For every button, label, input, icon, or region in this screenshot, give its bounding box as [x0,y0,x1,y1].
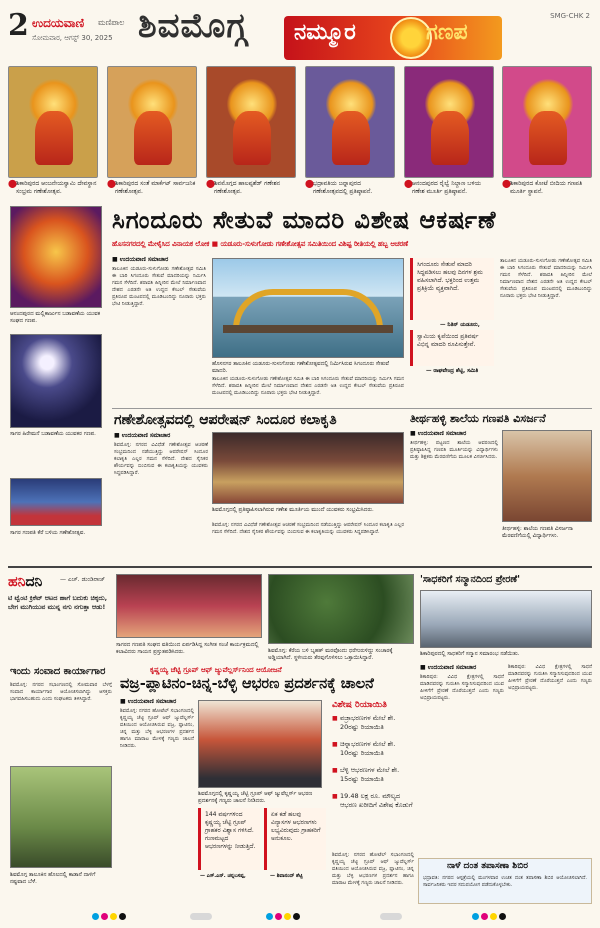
left-ganesha-photo [10,206,102,308]
discount-item: ■ ಚಿನ್ನಾಭರಣಗಳ ಮೇಲೆ ಶೇ. 10ರಷ್ಟು ರಿಯಾಯಿತಿ [332,740,414,758]
music-program-photo [116,574,262,638]
felicitation-byline: ■ ಉದಯವಾಣಿ ಸಮಾಚಾರ [420,664,477,671]
workshop-body: ಶಿವಮೊಗ್ಗ: ನಗರದ ಸಭಾಂಗಣದಲ್ಲಿ ಸೋಮವಾರ ಬೆಳಗ್ಗೆ ಸಂವಾದ ಕಾರ್ಯಾಗಾರ ಆಯೋಜಿಸಲಾಗಿದ್ದು ಆಸಕ್ತರು ಭಾಗವಹಿಸಬಹುದು ಎಂದು ಸಂಘಟಕರು ತಿಳಿಸಿದ್ದಾರೆ. [10,682,112,702]
yellow-dot [284,913,291,920]
workshop-headline: ಇಂದು ಸಂವಾದ ಕಾರ್ಯಾಗಾರ [10,666,106,677]
thirthahalli-headline: ತೀರ್ಥಹಳ್ಳಿ ಶಾಲೆಯ ಗಣಪತಿ ವಿಸರ್ಜನೆ [410,412,546,425]
idol-photo [502,66,592,202]
black-dot [293,913,300,920]
quote-text: ಸಿಗಂದೂರು ಸೇತುವೆ ಮಾದರಿ ಸಿದ್ಧಪಡಿಸಲು ಹಲವು ದಿನಗಳ ಶ್ರಮ ವಹಿಸಲಾಗಿದೆ. ಭಕ್ತರಿಂದ ಉತ್ತಮ ಪ್ರತಿಕ್ರಿಯೆ ವ್ಯಕ್ತವಾಗಿದೆ. [417,261,483,292]
jewel-headline: ವಜ್ರ-ಪ್ಲಾಟಿನಂ-ಚಿನ್ನ-ಬೆಳ್ಳಿ ಆಭರಣ ಪ್ರದರ್ಶನಕ್ಕೆ ಚಾಲನೆ [120,676,374,692]
yellow-dot [110,913,117,920]
cyan-dot [266,913,273,920]
banner-right-text: ಗಣಪ [426,20,468,45]
fallen-tree-photo [268,574,414,644]
location-pin-icon: ⬤ [404,179,413,188]
thirthahalli-body: ತೀರ್ಥಹಳ್ಳಿ: ಪಟ್ಟಣದ ಶಾಲೆಯ ಆವರಣದಲ್ಲಿ ಪ್ರತಿಷ್ಠಾಪಿಸಿದ್ದ ಗಣಪತಿ ಮೂರ್ತಿಯನ್ನು ವಿದ್ಯಾರ್ಥಿಗಳು ಮತ್ತು ಶಿಕ್ಷಕರು ಮೆರವಣಿಗೆಯ ಮೂಲಕ ವಿಸರ್ಜಿಸಿದರು. [410,440,498,460]
yellow-dot [490,913,497,920]
honey-dani-title: ಹನಿದನಿ [8,574,43,590]
thirthahalli-byline: ■ ಉದಯವಾಣಿ ಸಮಾಚಾರ [410,430,467,437]
left-photo-caption: ಆನಂದಪುರದ ಮಲ್ಲಿಕಾರ್ಜುನ ಬಡಾವಣೆಯ ಯುವಕ ಸಂಘದ ಗಣಪ. [10,311,101,324]
idol-photo [8,66,98,202]
sigandur-bridge-photo [212,258,404,358]
felicitation-body-col2: ಶಿಕಾರಿಪುರ: ವಿವಿಧ ಕ್ಷೇತ್ರಗಳಲ್ಲಿ ಸಾಧನೆ ಮಾಡಿದವರನ್ನು ಗುರುತಿಸಿ ಸನ್ಮಾನಿಸುವುದರಿಂದ ಯುವ ಪೀಳಿಗೆಗೆ ಪ್ರೇರಣೆ ದೊರೆಯುತ್ತದೆ ಎಂದು ಗಣ್ಯರು ಅಭಿಪ್ರಾಯಪಟ್ಟರು. [508,664,592,691]
discount-item: ■ ವಜ್ರಾಭರಣಗಳ ಮೇಲೆ ಶೇ. 20ರಷ್ಟು ರಿಯಾಯಿತಿ [332,714,414,732]
lead-quote-2 [410,330,494,366]
dental-camp-body: ಭದ್ರಾವತಿ: ನಗರದ ಆಸ್ಪತ್ರೆಯಲ್ಲಿ ಮಂಗಳವಾರ ಉಚಿತ ದಂತ ತಪಾಸಣಾ ಶಿಬಿರ ಆಯೋಜಿಸಲಾಗಿದೆ. ಸಾರ್ವಜನಿಕರು ಇದರ ಸದುಪಯೋಗ ಪಡೆದುಕೊಳ್ಳಬೇಕು. [423,875,587,888]
idol-image [206,66,296,178]
thirthahalli-photo [502,430,592,522]
tree-caption: ಶಿವಮೊಗ್ಗ: ಕೆರೆಯ ಬಳಿ ಬೃಹತ್ ಮರವೊಂದು ಧರೆಗುರುಳಿದ್ದು ಸಂಚಾರಕ್ಕೆ ಅಡ್ಡಿಯಾಗಿದೆ. ಸ್ಥಳೀಯರು ತೆರವುಗೊಳಿಸಲು ಒತ್ತಾಯಿಸಿದ್ದಾರೆ. [268,648,393,661]
lead-subhead: ಹೊಸನಗರದಲ್ಲಿ ಮೇಳೈಸಿದ ವಿನಾಯಕ ಲೋಕ ■ ಯಡೂರು-ಸುಳುಗೋಡು ಗಣೇಶೋತ್ಸವ ಸಮಿತಿಯಿಂದ ವಿಶಿಷ್ಟ ರೀತಿಯಲ್ಲಿ ಹಬ್ಬ ಆಚರಣೆ [112,240,409,248]
idol-image [107,66,197,178]
left-photo-caption: ಸಾಗರ ಹಿರೇಮನೆ ಬಡಾವಣೆಯ ಯುವಕರ ಗಣಪ. [10,431,96,437]
idol-photo [305,66,395,202]
music-caption: ಸಾಗರದ ಗಣಪತಿ ಸಂಘದ ವತಿಯಿಂದ ಏರ್ಪಡಿಸಿದ್ದ ಸಂಗೀತ ಸಂಜೆ ಕಾರ್ಯಕ್ರಮದಲ್ಲಿ ಕಲಾವಿದರು ಗಾಯನ ಪ್ರಸ್ತುತಪಡಿಸಿದರು. [116,642,259,655]
fold-rule [8,566,592,568]
section-rule [112,408,592,409]
lead-body-col2: ತಾಲೂಕಿನ ಯಡೂರು-ಸುಳುಗೋಡು ಗಣೇಶೋತ್ಸವ ಸಮಿತಿ ಈ ಬಾರಿ ಸಿಗಂದೂರು ಸೇತುವೆ ಮಾದರಿಯನ್ನು ನಿರ್ಮಿಸಿ ಗಮನ ಸೆಳೆದಿದೆ. ಶರಾವತಿ ಹಿನ್ನೀರಿನ ಮೇಲೆ ನಿರ್ಮಾಣವಾದ ದೇಶದ ಎರಡನೇ ಅತಿ ಉದ್ದದ ಕೇಬಲ್ ಸೇತುವೆಯ ಪ್ರತಿರೂಪ ಮಂಟಪದಲ್ಲಿ ಮೂಡಿಬಂದಿದ್ದು ನೂರಾರು ಭಕ್ತರು ಭೇಟಿ ನೀಡುತ್ತಿದ್ದಾರೆ. [212,376,404,396]
lead-byline: ■ ಉದಯವಾಣಿ ಸಮಾಚಾರ [112,256,169,263]
quote-author: — ರಾಘವೇಂದ್ರ ಶೆಟ್ಟಿ, ಸಮಿತಿ [426,368,479,374]
idol-photo [404,66,494,202]
page-code: SMG-CHK 2 [550,12,590,20]
black-dot [499,913,506,920]
felicitation-photo [420,590,592,648]
namoora-ganapa-banner [284,16,502,60]
idol-caption: ⬤ ಶಿಕಾರಿಪುರದ ಆಂಜನೇಯಸ್ವಾಮಿ ದೇವಸ್ಥಾನ ಸಂಭ್ರಮ ಗಣೇಶೋತ್ಸವ. [8,179,97,195]
idol-image [8,66,98,178]
idol-caption: ⬤ ಶಿಕಾರಿಪುರದ ಸಂತೆ ಮಾರ್ಕೆಟ್ ಸಾರ್ವಜನಿಕ ಗಣೇಶೋತ್ಸವ. [107,179,196,195]
print-registration-bar [0,908,600,928]
jewel-kicker: ಕೃಷ್ಣಯ್ಯ ಚೆಟ್ಟಿ ಗ್ರೂಪ್ ಆಫ್ ಜ್ಯುವೆಲ್ಲರ್ಸ್‌ನಿಂದ ಆಯೋಜನೆ [150,666,282,674]
jewel-inauguration-photo [198,700,322,788]
location-pin-icon: ⬤ [8,179,17,188]
black-dot [119,913,126,920]
lead-body-col3: ತಾಲೂಕಿನ ಯಡೂರು-ಸುಳುಗೋಡು ಗಣೇಶೋತ್ಸವ ಸಮಿತಿ ಈ ಬಾರಿ ಸಿಗಂದೂರು ಸೇತುವೆ ಮಾದರಿಯನ್ನು ನಿರ್ಮಿಸಿ ಗಮನ ಸೆಳೆದಿದೆ. ಶರಾವತಿ ಹಿನ್ನೀರಿನ ಮೇಲೆ ನಿರ್ಮಾಣವಾದ ದೇಶದ ಎರಡನೇ ಅತಿ ಉದ್ದದ ಕೇಬಲ್ ಸೇತುವೆಯ ಪ್ರತಿರೂಪ ಮಂಟಪದಲ್ಲಿ ಮೂಡಿಬಂದಿದ್ದು ನೂರಾರು ಭಕ್ತರು ಭೇಟಿ ನೀಡುತ್ತಿದ್ದಾರೆ. [500,258,592,299]
special-discount-list [332,714,414,818]
cyan-dot [472,913,479,920]
jewel-body-col3: ಶಿವಮೊಗ್ಗ: ನಗರದ ಹೋಟೆಲ್ ಸಭಾಂಗಣದಲ್ಲಿ ಕೃಷ್ಣಯ್ಯ ಚೆಟ್ಟಿ ಗ್ರೂಪ್ ಆಫ್ ಜ್ಯುವೆಲ್ಲರ್ಸ್ ವತಿಯಿಂದ ಆಯೋಜಿಸಿರುವ ವಜ್ರ, ಪ್ಲಾಟಿನಂ, ಚಿನ್ನ ಮತ್ತು ಬೆಳ್ಳಿ ಆಭರಣಗಳ ಪ್ರದರ್ಶನ ಹಾಗೂ ಮಾರಾಟ ಮೇಳಕ್ಕೆ ಗಣ್ಯರು ಚಾಲನೆ ನೀಡಿದರು. [332,852,414,886]
left-boat-ganesha-photo [10,478,102,526]
jewel-photo-caption: ಶಿವಮೊಗ್ಗದಲ್ಲಿ ಕೃಷ್ಣಯ್ಯ ಚೆಟ್ಟಿ ಗ್ರೂಪ್ ಆಫ್ ಜ್ಯುವೆಲ್ಲರ್ಸ್ ಆಭರಣ ಪ್ರದರ್ಶನಕ್ಕೆ ಗಣ್ಯರು ಚಾಲನೆ ನೀಡಿದರು. [198,791,313,804]
operation-headline: ಗಣೇಶೋತ್ಸವದಲ್ಲಿ ಆಪರೇಷನ್ ಸಿಂದೂರ ಕಲಾಕೃತಿ [114,412,337,428]
page-number: 2 [8,8,29,43]
idol-caption: ⬤ ಆನಂದಪುರದ ರೈಲ್ವೆ ನಿಲ್ದಾಣ ಬಳಿಯ ಗಣೇಶ ಮೂರ್ತಿ ಪ್ರತಿಷ್ಠಾಪನೆ. [404,179,482,195]
lead-quote-1 [410,258,494,320]
honey-dani-author: — ಎಚ್. ಡುಂಡಿರಾಜ್ [60,576,106,583]
cyan-dot [92,913,99,920]
idol-photo [107,66,197,202]
field-photo-caption: ಶಿವಮೊಗ್ಗ ತಾಲೂಕಿನ ಹೊಲದಲ್ಲಿ ಕಾಡಾನೆ ದಾಳಿಗೆ ನಷ್ಟವಾದ ಬೆಳೆ. [10,872,96,885]
date-line: ಸೋಮವಾರ, ಆಗಸ್ಟ್ 30, 2025 [32,34,113,42]
jewel-quote-2 [264,808,326,870]
felicitation-body-col1: ಶಿಕಾರಿಪುರ: ವಿವಿಧ ಕ್ಷೇತ್ರಗಳಲ್ಲಿ ಸಾಧನೆ ಮಾಡಿದವರನ್ನು ಗುರುತಿಸಿ ಸನ್ಮಾನಿಸುವುದರಿಂದ ಯುವ ಪೀಳಿಗೆಗೆ ಪ್ರೇರಣೆ ದೊರೆಯುತ್ತದೆ ಎಂದು ಗಣ್ಯರು ಅಭಿಪ್ರಾಯಪಟ್ಟರು. [420,674,504,701]
left-moon-ganesha-photo [10,334,102,428]
location-pin-icon: ⬤ [502,179,511,188]
paper-name: ಉದಯವಾಣಿ [32,16,85,30]
jewel-quote-1 [198,808,260,870]
location-pin-icon: ⬤ [305,179,314,188]
special-discount-title: ವಿಶೇಷ ರಿಯಾಯಿತಿ [332,700,387,710]
idol-caption: ⬤ ಶಿವಮೊಗ್ಗದ ಹಾಲಪ್ಪಶೆಡ್ ಗಣೇಶನ ಗಣೇಶೋತ್ಸವ. [206,179,281,195]
location-pin-icon: ⬤ [107,179,116,188]
jewel-body-col1: ಶಿವಮೊಗ್ಗ: ನಗರದ ಹೋಟೆಲ್ ಸಭಾಂಗಣದಲ್ಲಿ ಕೃಷ್ಣಯ್ಯ ಚೆಟ್ಟಿ ಗ್ರೂಪ್ ಆಫ್ ಜ್ಯುವೆಲ್ಲರ್ಸ್ ವತಿಯಿಂದ ಆಯೋಜಿಸಿರುವ ವಜ್ರ, ಪ್ಲಾಟಿನಂ, ಚಿನ್ನ ಮತ್ತು ಬೆಳ್ಳಿ ಆಭರಣಗಳ ಪ್ರದರ್ಶನ ಹಾಗೂ ಮಾರಾಟ ಮೇಳಕ್ಕೆ ಗಣ್ಯರು ಚಾಲನೆ ನೀಡಿದರು. [120,708,194,749]
idol-photo [206,66,296,202]
quote-text: 144 ವರ್ಷಗಳಿಂದ ಕೃಷ್ಣಯ್ಯ ಚೆಟ್ಟಿ ಗ್ರೂಪ್ ಗ್ರಾಹಕರ ವಿಶ್ವಾಸ ಗಳಿಸಿದೆ. ಗುಣಮಟ್ಟದ ಆಭರಣಗಳನ್ನು ನೀಡುತ್ತಿದೆ. [205,811,256,850]
register-mark [380,913,402,920]
banner-left-text: ನಮ್ಮೂರ [294,20,356,45]
magenta-dot [481,913,488,920]
idol-caption: ⬤ ಶಿಕಾರಿಪುರದ ಕೋಟೆ ಬೀದಿಯ ಗಣಪತಿ ಮೂರ್ತಿ ಸ್ಥಾಪನೆ. [502,179,583,195]
edition-name: ಮಣಿಪಾಲ [98,18,125,27]
discount-item: ■ 19.48 ಲಕ್ಷ ರೂ. ಮೌಲ್ಯದ ಆಭರಣ ಖರೀದಿಗೆ ವಿಶೇಷ ಕೊಡುಗೆ [332,792,414,810]
lead-headline: ಸಿಗಂದೂರು ಸೇತುವೆ ಮಾದರಿ ವಿಶೇಷ ಆಕರ್ಷಣೆ [112,206,497,234]
operation-photo-caption: ಶಿವಮೊಗ್ಗದಲ್ಲಿ ಪ್ರತಿಷ್ಠಾಪಿಸಲಾಗಿರುವ ಗಣೇಶ ಮೂರ್ತಿಯ ಮುಂದೆ ಯುವಕರು ಸಂಭ್ರಮಿಸಿದರು. [212,507,374,513]
dental-camp-box [418,858,592,904]
idol-image [404,66,494,178]
operation-sindoor-photo [212,432,404,504]
magenta-dot [101,913,108,920]
location-pin-icon: ⬤ [206,179,215,188]
quote-author: — ಎಸ್.ಎನ್. ಚನ್ನಬಸಪ್ಪ, [200,873,246,879]
quote-author: — ಶಿವಾನಂದ್ ಶೆಟ್ಟಿ [270,873,303,879]
bridge-arch [233,289,383,329]
operation-body-col2: ಶಿವಮೊಗ್ಗ: ನಗರದ ವಿವಿಧೆಡೆ ಗಣೇಶೋತ್ಸವ ಆಚರಣೆ ಸಂಭ್ರಮದಿಂದ ನಡೆಯುತ್ತಿದ್ದು ಆಪರೇಷನ್ ಸಿಂದೂರ ಕಲಾಕೃತಿ ಎಲ್ಲರ ಗಮನ ಸೆಳೆದಿದೆ. ದೇಶದ ಸೈನಿಕರ ಶೌರ್ಯವನ್ನು ಬಿಂಬಿಸುವ ಈ ಕಲಾಕೃತಿಯನ್ನು ಯುವಕರು ಸಿದ್ಧಪಡಿಸಿದ್ದಾರೆ. [212,522,404,535]
quote-text: ಸ್ವಾಮಿಯ ಕೃಪೆಯಿಂದ ಪ್ರತಿವರ್ಷ ವಿಭಿನ್ನ ಮಾದರಿ ರೂಪಿಸುತ್ತೇವೆ. [417,333,479,348]
left-photo-caption: ಸಾಗರ ಗಣಪತಿ ಕೆರೆ ಬಳಿಯ ಗಣೇಶೋತ್ಸವ. [10,530,86,536]
honey-dani-box [8,574,112,660]
quote-text: ಏಕ ಕಡೆ ಹಲವು ವಿನ್ಯಾಸಗಳ ಆಭರಣಗಳು ಲಭ್ಯವಿರುವುದು ಗ್ರಾಹಕರಿಗೆ ಅನುಕೂಲ. [271,811,321,842]
register-mark [190,913,212,920]
operation-body: ಶಿವಮೊಗ್ಗ: ನಗರದ ವಿವಿಧೆಡೆ ಗಣೇಶೋತ್ಸವ ಆಚರಣೆ ಸಂಭ್ರಮದಿಂದ ನಡೆಯುತ್ತಿದ್ದು ಆಪರೇಷನ್ ಸಿಂದೂರ ಕಲಾಕೃತಿ ಎಲ್ಲರ ಗಮನ ಸೆಳೆದಿದೆ. ದೇಶದ ಸೈನಿಕರ ಶೌರ್ಯವನ್ನು ಬಿಂಬಿಸುವ ಈ ಕಲಾಕೃತಿಯನ್ನು ಯುವಕರು ಸಿದ್ಧಪಡಿಸಿದ್ದಾರೆ. [114,442,208,476]
jewel-byline: ■ ಉದಯವಾಣಿ ಸಮಾಚಾರ [120,698,177,705]
quote-author: — ನಿತಿನ್ ಯಡೂರು, [440,322,480,328]
masthead [8,8,592,64]
honey-dani-verse: ಟಿ ಟ್ವೆಂಟಿ ಕ್ರಿಕೆಟ್ ಆಟದ ಹಾಗೆ ಬದುಕು ಚಿಕ್ಕದು, ಬೇಗ ಮುಗಿಯುವ ಮುನ್ನ ನಗು ನಗುತ್ತಾ ಆಡು! [8,594,108,611]
magenta-dot [275,913,282,920]
discount-item: ■ ಬೆಳ್ಳಿ ಆಭರಣಗಳ ಮೇಲೆ ಶೇ. 15ರಷ್ಟು ರಿಯಾಯಿತಿ [332,766,414,784]
idol-image [502,66,592,178]
bridge-deck [223,325,393,333]
field-damage-photo [10,766,112,868]
idol-caption: ⬤ ಭದ್ರಾವತಿಯ ಜನ್ನಾಪುರದ ಗಣೇಶೋತ್ಸವದಲ್ಲಿ ಪ್ರತಿಷ್ಠಾಪನೆ. [305,179,373,195]
lead-body-col1: ತಾಲೂಕಿನ ಯಡೂರು-ಸುಳುಗೋಡು ಗಣೇಶೋತ್ಸವ ಸಮಿತಿ ಈ ಬಾರಿ ಸಿಗಂದೂರು ಸೇತುವೆ ಮಾದರಿಯನ್ನು ನಿರ್ಮಿಸಿ ಗಮನ ಸೆಳೆದಿದೆ. ಶರಾವತಿ ಹಿನ್ನೀರಿನ ಮೇಲೆ ನಿರ್ಮಾಣವಾದ ದೇಶದ ಎರಡನೇ ಅತಿ ಉದ್ದದ ಕೇಬಲ್ ಸೇತುವೆಯ ಪ್ರತಿರೂಪ ಮಂಟಪದಲ್ಲಿ ಮೂಡಿಬಂದಿದ್ದು ನೂರಾರು ಭಕ್ತರು ಭೇಟಿ ನೀಡುತ್ತಿದ್ದಾರೆ. [112,266,206,307]
city-title: ಶಿವಮೊಗ್ಗ [138,6,248,46]
felicitation-headline: 'ಸಾಧಕರಿಗೆ ಸನ್ಮಾನದಿಂದ ಪ್ರೇರಣೆ' [420,574,521,585]
thirthahalli-caption: ತೀರ್ಥಹಳ್ಳಿ: ಶಾಲೆಯ ಗಣಪತಿ ವಿಸರ್ಜನಾ ಮೆರವಣಿಗೆಯಲ್ಲಿ ವಿದ್ಯಾರ್ಥಿಗಳು. [502,526,573,539]
operation-byline: ■ ಉದಯವಾಣಿ ಸಮಾಚಾರ [114,432,171,439]
idol-image [305,66,395,178]
felicitation-caption: ಶಿಕಾರಿಪುರದಲ್ಲಿ ಸಾಧಕರಿಗೆ ಸನ್ಮಾನ ಸಮಾರಂಭ ನಡೆಯಿತು. [420,651,520,657]
dental-camp-headline: ನಾಳೆ ದಂತ ತಪಾಸಣಾ ಶಿಬಿರ [447,861,529,871]
idol-photo-strip [8,66,592,202]
bridge-photo-caption: ಹೊಸನಗರ ತಾಲೂಕಿನ ಯಡೂರು-ಸುಳುಗೋಡು ಗಣೇಶೋತ್ಸವದಲ್ಲಿ ನಿರ್ಮಿಸಿರುವ ಸಿಗಂದೂರು ಸೇತುವೆ ಮಾದರಿ. [212,361,389,374]
